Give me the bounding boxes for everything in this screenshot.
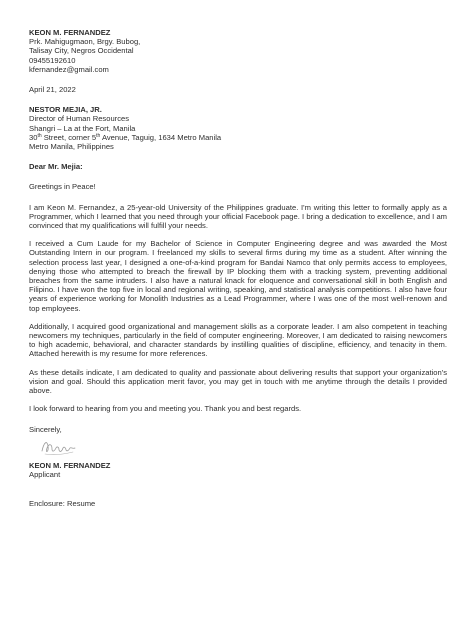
recipient-name: NESTOR MEJIA, JR. [29,105,102,115]
signature-scribble [39,436,79,458]
sender-address-line1: Prk. Mahigugmaon, Brgy. Bubog, [29,37,141,47]
enclosure: Enclosure: Resume [29,499,96,509]
recipient-block [29,105,447,151]
paragraph-skills: Additionally, I acquired good organizational and management skills as a corporate leader. I am also competent in teaching newcomers my techniques, particularly in the field of computer engineering. Moreover, I am dedicated to raising newcomers to high academic, behavioral, and character standards by instilling qualities of discipline, efficiency, and tenacity in them. Attached herewith is my resume for more references. [29,321,447,359]
sender-address-line2: Talisay City, Negros Occidental [29,46,134,56]
letter-page [29,28,447,508]
sender-name: KEON M. FERNANDEZ [29,28,111,37]
sender-phone: 09455192610 [29,55,76,65]
paragraph-dedication: As these details indicate, I am dedicated to quality and passionate about delivering results that support your organization's vision and goal. Should this application merit favor, you may get in touch with me anytime through the details I provided above. [29,367,447,396]
sender-block [29,28,447,74]
greeting: Greetings in Peace! [29,182,96,192]
closing: Sincerely, [29,424,62,434]
recipient-city: Metro Manila, Philippines [29,142,114,152]
paragraph-closing: I look forward to hearing from you and meeting you. Thank you and best regards. [29,404,302,414]
recipient-street: 30th Street, corner 5th Avenue, Taguig, 1634 Metro Manila [29,132,222,142]
recipient-company: Shangri – La at the Fort, Manila [29,123,136,133]
handwritten-signature [29,434,447,461]
salutation: Dear Mr. Mejia: [29,162,83,172]
sender-email: kfernandez@gmail.com [29,64,109,74]
paragraph-intro: I am Keon M. Fernandez, a 25-year-old University of the Philippines graduate. I'm writing this letter to formally apply as a Programmer, which I learned that you need through your official Facebook page. I bring a dedication to excellence, and I am convinced that my qualifications will fulfill your needs. [29,202,447,231]
signature-name: KEON M. FERNANDEZ [29,460,111,470]
paragraph-qualifications: I received a Cum Laude for my Bachelor of Science in Computer Engineering degree and was awarded the Most Outstanding Intern in our program. I freelanced my skills to several firms during my time as a student. After winning the selection process last year, I designed a one-of-a-kind program for Bandai Namco that only permits access to employees, denying those who attempted to breach the firewall by IP blocking them with a tracking system, preventing additional breaches from the same intruders. I also have a natural knack for eloquence and conversational skill in both English and Filipino. I have won the top five in local and regional writing, speaking, and statistical analysis competitions. I also have four years of experience working for Monolith Industries as a Lead Programmer, where I was one of the most well-renown and top employees. [29,239,447,313]
recipient-title: Director of Human Resources [29,114,130,124]
signature-role: Applicant [29,469,61,479]
letter-date: April 21, 2022 [29,85,76,95]
